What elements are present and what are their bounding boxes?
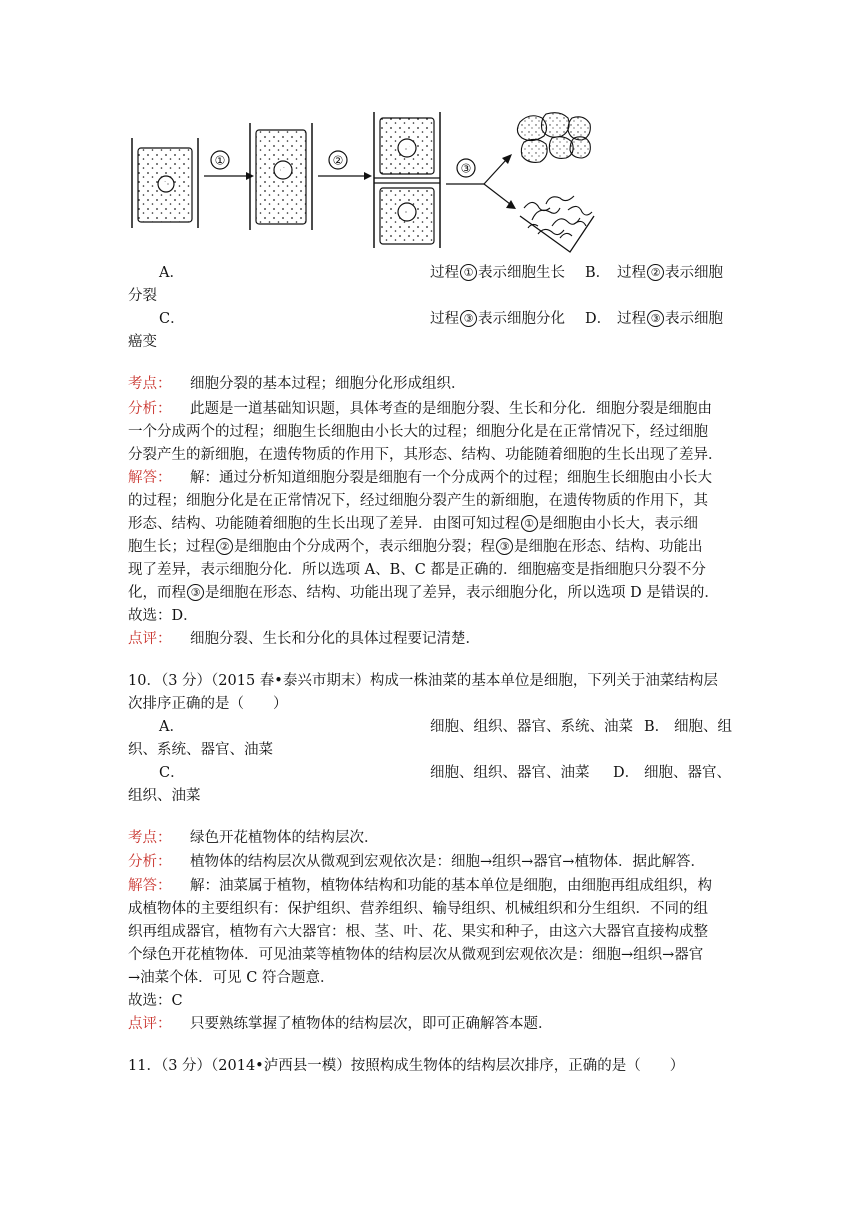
tissue-branched-cells <box>520 196 594 252</box>
q9-jieda-line-4b: 是细胞由个分成两个，表示细胞分裂；程 <box>234 539 495 555</box>
q10-stem-line-1: 10．（3 分）（2015 春•泰兴市期末）构成一株油菜的基本单位是细胞，下列关于油菜结构层 <box>128 673 718 689</box>
q9-option-c-letter: C． <box>159 311 185 327</box>
q9-option-d-letter: D． <box>585 311 612 327</box>
q9-jieda-line-4-num: ② <box>216 538 233 555</box>
q10-jieda-label: 解答： <box>128 878 172 894</box>
q9-jieda-line-3 <box>128 514 698 534</box>
q10-jieda-line-1: 解：油菜属于植物，植物体结构和功能的基本单位是细胞，由细胞再组成组织，构 <box>190 878 712 894</box>
q9-option-a-letter: A． <box>159 265 184 281</box>
q9-option-d-num: ③ <box>647 310 664 327</box>
q9-option-b <box>617 263 723 283</box>
step-1-arrow <box>204 151 254 180</box>
q9-option-b-post: 表示细胞 <box>665 265 723 281</box>
cell-process-figure <box>128 108 608 258</box>
q10-kaodian-label: 考点： <box>128 830 172 846</box>
q10-option-a-letter: A． <box>159 719 184 735</box>
cell-grown <box>250 123 312 230</box>
cell-initial <box>132 138 198 228</box>
q10-kaodian: 绿色开花植物体的结构层次． <box>190 830 379 846</box>
q9-dianping: 细胞分裂、生长和分化的具体过程要记清楚． <box>190 631 480 647</box>
q9-option-b-letter: B． <box>585 265 611 281</box>
q10-answer: 故选：C <box>128 993 183 1009</box>
q10-jieda-line-4: 个绿色开花植物体．可见油菜等植物体的结构层次从微观到宏观依次是：细胞→组织→器官 <box>128 947 704 963</box>
q10-jieda-line-5: →油菜个体．可见 C 符合题意． <box>128 970 335 986</box>
q9-jieda-line-3b: 是细胞由小长大，表示细 <box>538 516 698 532</box>
q9-option-b-pre: 过程 <box>617 265 646 281</box>
q9-option-a-num: ① <box>460 264 477 281</box>
q9-jieda-line-4c: 是细胞在形态、结构、功能出 <box>514 539 703 555</box>
q9-jieda-line-6a: 化，而程 <box>128 585 186 601</box>
q9-jieda-line-6b: 是细胞在形态、结构、功能出现了差异，表示细胞分化，所以选项 D 是错误的． <box>205 585 719 601</box>
step-2-label: ② <box>332 153 344 168</box>
q9-fenxi-line-3: 分裂产生的新细胞，在遗传物质的作用下，其形态、结构、功能随着细胞的生长出现了差异． <box>128 447 723 463</box>
q9-option-c-num: ③ <box>460 310 477 327</box>
q10-dianping-label: 点评： <box>128 1016 172 1032</box>
q10-option-b: 细胞、组 <box>674 719 732 735</box>
q9-option-d-pre: 过程 <box>617 311 646 327</box>
q9-dianping-label: 点评： <box>128 631 172 647</box>
q10-option-a: 细胞、组织、器官、系统、油菜 <box>430 719 633 735</box>
q9-option-b-wrap: 分裂 <box>128 288 157 304</box>
q10-stem-line-2: 次排序正确的是（ ） <box>128 696 288 712</box>
q9-jieda-line-4-num2: ③ <box>496 538 513 555</box>
cell-divided-pair <box>374 112 440 248</box>
q9-jieda-line-3a: 形态、结构、功能随着细胞的生长出现了差异．由图可知过程 <box>128 516 520 532</box>
q10-option-c-letter: C． <box>159 765 185 781</box>
q9-answer: 故选：D． <box>128 608 198 624</box>
q10-option-d-wrap: 组织、油菜 <box>128 788 201 804</box>
step-3-arrow <box>446 154 516 209</box>
q9-option-d <box>617 309 723 329</box>
q10-jieda-line-3: 织再组成器官，植物有六大器官：根、茎、叶、花、果实和种子，由这六大器官直接构成整 <box>128 924 708 940</box>
q9-option-d-post: 表示细胞 <box>665 311 723 327</box>
q10-option-b-wrap: 织、系统、器官、油菜 <box>128 742 273 758</box>
q10-option-b-letter: B． <box>644 719 670 735</box>
q9-fenxi-line-1: 此题是一道基础知识题，具体考查的是细胞分裂、生长和分化．细胞分裂是细胞由 <box>190 401 712 417</box>
q9-kaodian-label: 考点： <box>128 376 172 392</box>
q9-jieda-line-6 <box>128 583 719 603</box>
q9-option-b-num: ② <box>647 264 664 281</box>
q10-fenxi-label: 分析： <box>128 854 172 870</box>
q9-fenxi-line-2: 一个分成两个的过程；细胞生长细胞由小长大的过程；细胞分化是在正常情况下，经过细胞 <box>128 424 708 440</box>
q9-jieda-line-5: 现了差异，表示细胞分化．所以选项 A、B、C 都是正确的．细胞癌变是指细胞只分裂不分 <box>128 562 706 578</box>
q10-option-c: 细胞、组织、器官、油菜 <box>430 765 590 781</box>
q9-option-a-pre: 过程 <box>430 265 459 281</box>
q9-jieda-line-2: 的过程；细胞分化是在正常情况下，经过细胞分裂产生的新细胞，在遗传物质的作用下，其 <box>128 493 708 509</box>
step-1-label: ① <box>214 153 226 168</box>
q9-jieda-label: 解答： <box>128 470 172 486</box>
q9-jieda-line-6-num: ③ <box>187 584 204 601</box>
q9-fenxi-label: 分析： <box>128 401 172 417</box>
q10-jieda-line-2: 成植物体的主要组织有：保护组织、营养组织、输导组织、机械组织和分生组织．不同的组 <box>128 901 708 917</box>
q9-option-a <box>430 263 565 283</box>
q9-option-a-post: 表示细胞生长 <box>478 265 565 281</box>
q10-dianping: 只要熟练掌握了植物体的结构层次，即可正确解答本题． <box>190 1016 553 1032</box>
q9-jieda-line-4 <box>128 537 703 557</box>
step-2-arrow <box>318 151 372 180</box>
q9-kaodian: 细胞分裂的基本过程；细胞分化形成组织． <box>190 376 466 392</box>
q9-jieda-line-1: 解：通过分析知道细胞分裂是细胞有一个分成两个的过程；细胞生长细胞由小长大 <box>190 470 712 486</box>
q10-fenxi: 植物体的结构层次从微观到宏观依次是：细胞→组织→器官→植物体．据此解答． <box>190 854 705 870</box>
q9-option-c <box>430 309 565 329</box>
q9-option-c-pre: 过程 <box>430 311 459 327</box>
step-3-label: ③ <box>460 161 472 176</box>
q9-jieda-line-4a: 胞生长；过程 <box>128 539 215 555</box>
q9-option-d-wrap: 癌变 <box>128 334 157 350</box>
q10-option-d-letter: D． <box>613 765 640 781</box>
q9-jieda-line-3-num: ① <box>521 515 538 532</box>
q11-stem: 11．（3 分）（2014•泸西县一模）按照构成生物体的结构层次排序，正确的是（ ） <box>128 1058 685 1074</box>
tissue-rounded-cells <box>517 113 590 163</box>
q9-option-c-post: 表示细胞分化 <box>478 311 565 327</box>
q10-option-d: 细胞、器官、 <box>644 765 731 781</box>
